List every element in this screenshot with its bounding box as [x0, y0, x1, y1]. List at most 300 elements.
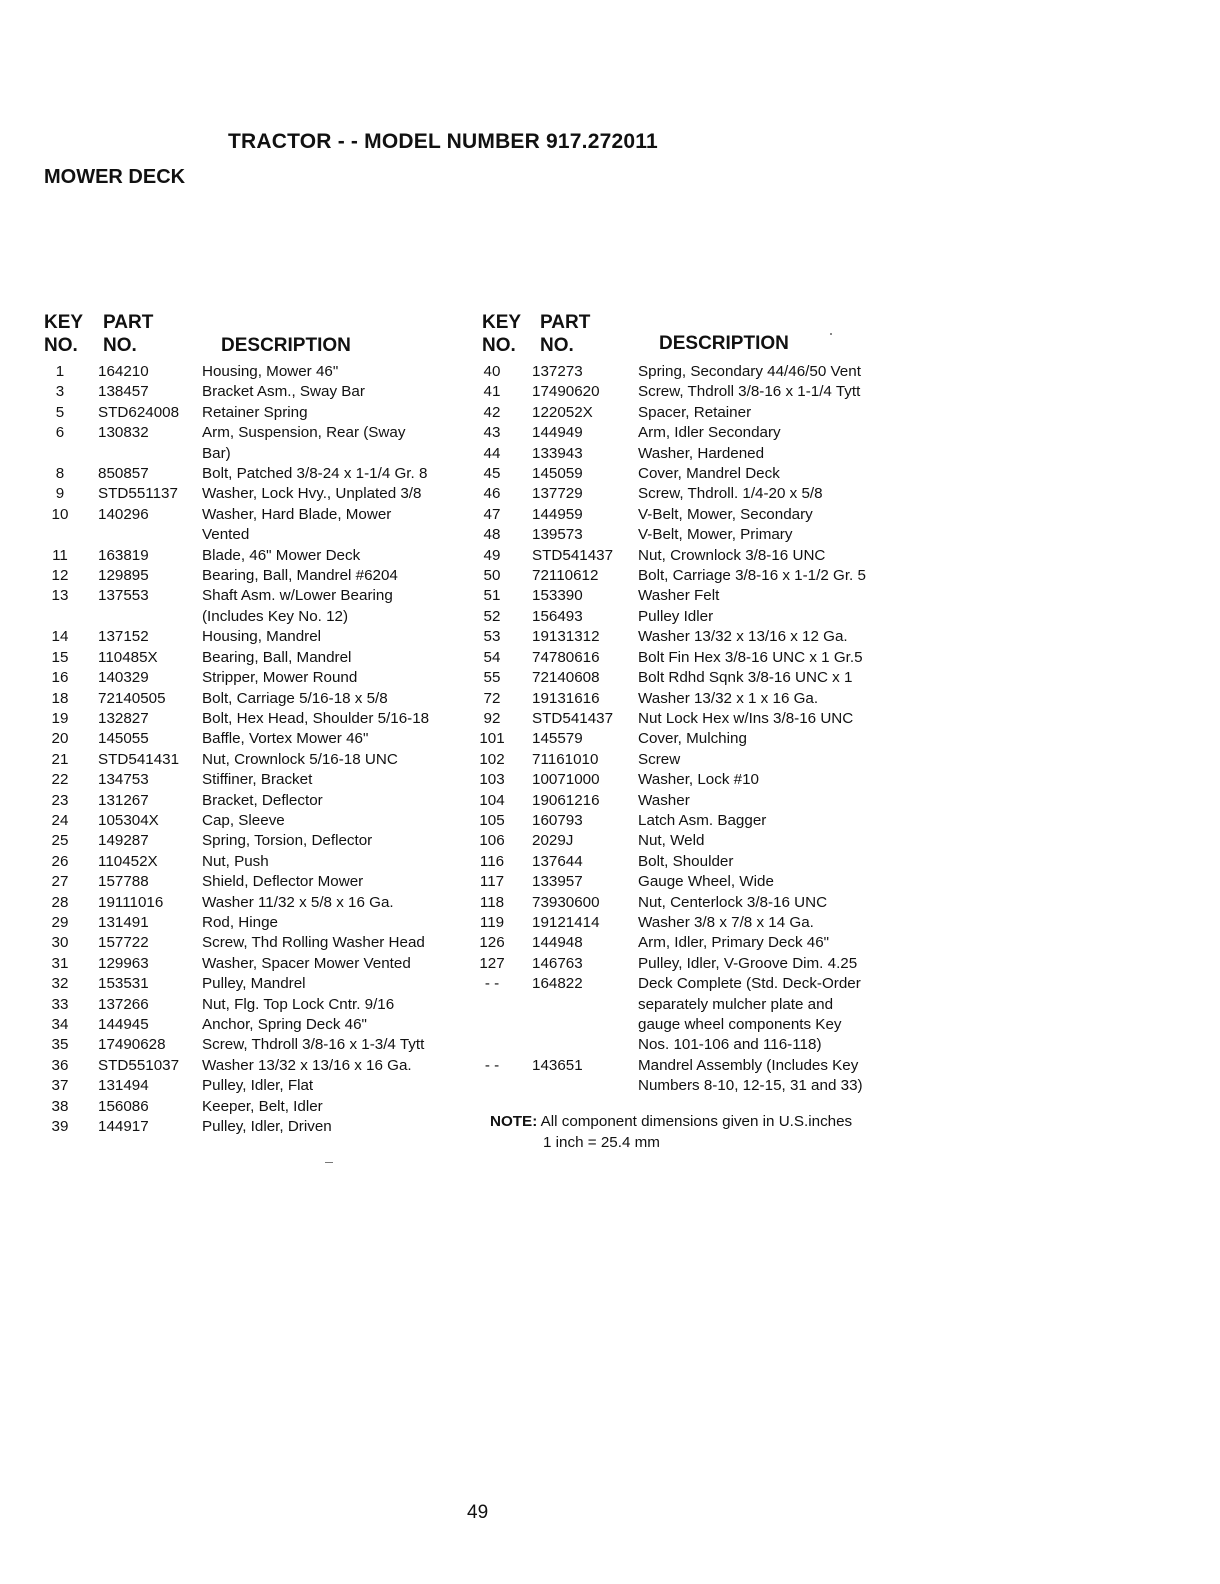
table-row — [44, 1035, 464, 1055]
key-number: 33 — [51, 995, 69, 1013]
part-description: Cover, Mulching — [638, 730, 747, 748]
key-header-top: KEY — [482, 312, 522, 333]
key-number: 20 — [51, 730, 69, 748]
table-row — [44, 1056, 464, 1076]
part-number: 137152 — [98, 628, 149, 646]
part-number: 144949 — [532, 424, 583, 442]
table-row — [44, 423, 464, 464]
part-number: STD541431 — [98, 750, 180, 768]
part-number: 17490628 — [98, 1036, 166, 1054]
table-row — [44, 566, 464, 586]
key-number: 54 — [483, 648, 501, 666]
part-number: 122052X — [532, 403, 593, 421]
key-header-bottom: NO. — [44, 335, 78, 356]
key-number: 10 — [51, 505, 69, 523]
part-number: 138457 — [98, 383, 149, 401]
table-row — [476, 709, 906, 729]
part-description: Screw, Thd Rolling Washer Head — [202, 934, 425, 952]
part-number: 131491 — [98, 913, 149, 931]
key-number: 15 — [51, 648, 69, 666]
part-number: 71161010 — [532, 750, 599, 768]
part-description: Pulley, Mandrel — [202, 975, 306, 993]
part-description: (Includes Key No. 12) — [202, 607, 349, 625]
key-number: 42 — [483, 403, 501, 421]
part-description: Bar) — [202, 444, 231, 462]
part-number: STD541437 — [532, 709, 614, 727]
part-number: 137644 — [532, 852, 583, 870]
part-number: 19061216 — [532, 791, 600, 809]
key-number: 38 — [51, 1097, 69, 1115]
part-number: 145055 — [98, 730, 149, 748]
table-row — [476, 689, 906, 709]
table-row — [44, 995, 464, 1015]
table-row — [44, 750, 464, 770]
part-number: 145059 — [532, 465, 583, 483]
table-row — [476, 831, 906, 851]
part-description: Screw, Thdroll. 1/4-20 x 5/8 — [638, 485, 823, 503]
part-description: Spring, Torsion, Deflector — [202, 832, 373, 850]
table-row — [476, 791, 906, 811]
table-row — [44, 852, 464, 872]
key-number: 50 — [483, 567, 501, 585]
part-description: Washer 3/8 x 7/8 x 14 Ga. — [638, 913, 814, 931]
part-description: Bolt, Hex Head, Shoulder 5/16-18 — [202, 709, 430, 727]
part-description: Baffle, Vortex Mower 46" — [202, 730, 369, 748]
key-number: 24 — [51, 811, 69, 829]
table-row — [44, 933, 464, 953]
table-row — [44, 505, 464, 546]
key-number: 53 — [483, 628, 501, 646]
key-number: 127 — [479, 954, 505, 972]
key-header-top: KEY — [44, 312, 84, 333]
part-description: Pulley, Idler, Flat — [202, 1077, 314, 1095]
part-number: 73930600 — [532, 893, 600, 911]
part-number: 145579 — [532, 730, 583, 748]
key-number: 22 — [51, 771, 69, 789]
part-description: Bolt, Carriage 5/16-18 x 5/8 — [202, 689, 388, 707]
table-row — [44, 484, 464, 504]
part-number: STD551037 — [98, 1056, 180, 1074]
key-number: 106 — [479, 832, 505, 850]
table-row — [44, 464, 464, 484]
part-number: 140296 — [98, 505, 149, 523]
key-number: 40 — [483, 363, 501, 380]
part-description: Washer 13/32 x 13/16 x 12 Ga. — [638, 628, 848, 646]
part-number: 133957 — [532, 873, 583, 891]
part-number: STD624008 — [98, 403, 180, 421]
page-title: TRACTOR - - MODEL NUMBER 917.272011 — [228, 130, 658, 153]
part-description: Stripper, Mower Round — [202, 669, 358, 687]
part-description: Arm, Idler, Primary Deck 46" — [638, 934, 830, 952]
part-number: 156493 — [532, 607, 583, 625]
key-number: - - — [484, 1056, 500, 1074]
part-number: 2029J — [532, 832, 574, 850]
part-number: 131494 — [98, 1077, 149, 1095]
table-row — [476, 729, 906, 749]
table-row — [476, 954, 906, 974]
table-row — [476, 525, 906, 545]
key-number: 25 — [51, 832, 69, 850]
parts-list-left — [44, 312, 464, 1137]
part-number: 137553 — [98, 587, 149, 605]
key-number: 101 — [479, 730, 505, 748]
part-description: Washer 13/32 x 13/16 x 16 Ga. — [202, 1056, 412, 1074]
key-number: 16 — [51, 669, 69, 687]
key-number: 41 — [483, 383, 501, 401]
part-description: V-Belt, Mower, Primary — [638, 526, 793, 544]
description-header: DESCRIPTION — [659, 333, 789, 354]
key-number: 44 — [483, 444, 501, 462]
part-number: 139573 — [532, 526, 583, 544]
part-description: Nut Lock Hex w/Ins 3/8-16 UNC — [638, 709, 854, 727]
stray-mark — [830, 333, 832, 335]
part-number: 133943 — [532, 444, 583, 462]
part-description: Nos. 101-106 and 116-118) — [638, 1036, 822, 1054]
part-description: Deck Complete (Std. Deck-Order — [638, 975, 861, 993]
part-number: 160793 — [532, 811, 583, 829]
part-number: STD541437 — [532, 546, 614, 564]
part-number: 149287 — [98, 832, 149, 850]
part-number: 137273 — [532, 363, 583, 380]
table-row — [44, 1015, 464, 1035]
part-description: Washer 11/32 x 5/8 x 16 Ga. — [202, 893, 394, 911]
table-row — [476, 586, 906, 606]
table-row — [44, 770, 464, 790]
table-row — [44, 729, 464, 749]
table-row — [44, 586, 464, 627]
part-description: separately mulcher plate and — [638, 995, 834, 1013]
table-row — [476, 770, 906, 790]
key-number: 27 — [51, 873, 69, 891]
table-row — [476, 974, 906, 1056]
part-number: 132827 — [98, 709, 149, 727]
part-description: Washer, Spacer Mower Vented — [202, 954, 411, 972]
part-number: 72110612 — [532, 567, 599, 585]
part-description: Pulley, Idler, Driven — [202, 1118, 332, 1136]
part-header-bottom: NO. — [103, 335, 137, 356]
part-number: 140329 — [98, 669, 149, 687]
table-row — [44, 974, 464, 994]
part-number: 131267 — [98, 791, 149, 809]
part-description: Stiffiner, Bracket — [202, 771, 313, 789]
table-row — [476, 423, 906, 443]
part-description: Retainer Spring — [202, 403, 308, 421]
table-row — [476, 464, 906, 484]
part-number: 129963 — [98, 954, 149, 972]
part-description: Washer 13/32 x 1 x 16 Ga. — [638, 689, 819, 707]
key-number: 26 — [51, 852, 69, 870]
key-number: 118 — [479, 893, 505, 911]
part-number: 105304X — [98, 811, 159, 829]
part-description: Cover, Mandrel Deck — [638, 465, 780, 483]
part-number: 129895 — [98, 567, 149, 585]
table-row — [44, 913, 464, 933]
key-number: 46 — [483, 485, 501, 503]
table-row — [476, 403, 906, 423]
table-row — [476, 668, 906, 688]
part-description: Bolt, Shoulder — [638, 852, 734, 870]
note-conversion: 1 inch = 25.4 mm — [543, 1134, 660, 1151]
page-number: 49 — [467, 1502, 489, 1523]
part-description: Nut, Centerlock 3/8-16 UNC — [638, 893, 828, 911]
part-description: Vented — [202, 526, 250, 544]
key-header-bottom: NO. — [482, 335, 516, 356]
table-row — [476, 1056, 906, 1097]
part-description: Screw — [638, 750, 681, 768]
part-header-top: PART — [540, 312, 591, 333]
part-description: Bearing, Ball, Mandrel #6204 — [202, 567, 398, 585]
table-row — [44, 382, 464, 402]
part-number: 143651 — [532, 1056, 583, 1074]
part-description: Gauge Wheel, Wide — [638, 873, 774, 891]
note-label: NOTE: — [490, 1113, 538, 1130]
table-row — [44, 954, 464, 974]
key-number: 104 — [479, 791, 505, 809]
key-number: 102 — [479, 750, 505, 768]
key-number: 3 — [55, 383, 65, 401]
part-description: Bolt Fin Hex 3/8-16 UNC x 1 Gr.5 — [638, 648, 863, 666]
key-number: 49 — [483, 546, 501, 564]
section-title: MOWER DECK — [44, 166, 186, 188]
part-description: Washer — [638, 791, 690, 809]
part-number: 153390 — [532, 587, 583, 605]
part-number: 134753 — [98, 771, 149, 789]
key-number: 18 — [51, 689, 69, 707]
part-number: 19111016 — [98, 893, 164, 911]
part-number: 144948 — [532, 934, 583, 952]
key-number: 29 — [51, 913, 69, 931]
part-description: Screw, Thdroll 3/8-16 x 1-1/4 Tytt — [638, 383, 861, 401]
key-number: 72 — [483, 689, 501, 707]
part-number: 164210 — [98, 363, 149, 380]
key-number: 119 — [479, 913, 505, 931]
part-description: Anchor, Spring Deck 46" — [202, 1016, 367, 1033]
key-number: 52 — [483, 607, 501, 625]
part-description: Nut, Push — [202, 852, 269, 870]
key-number: 9 — [55, 485, 65, 503]
key-number: 43 — [483, 424, 501, 442]
part-description: Housing, Mandrel — [202, 628, 322, 646]
table-row — [44, 546, 464, 566]
part-header-top: PART — [103, 312, 154, 333]
key-number: 28 — [51, 893, 69, 911]
table-header-right — [476, 312, 906, 362]
key-number: 39 — [51, 1118, 69, 1136]
table-row — [476, 933, 906, 953]
key-number: 14 — [51, 628, 69, 646]
key-number: - - — [484, 975, 500, 993]
part-number: 164822 — [532, 975, 583, 993]
part-description: Bolt, Patched 3/8-24 x 1-1/4 Gr. 8 — [202, 465, 428, 483]
table-row — [44, 668, 464, 688]
part-description: Blade, 46" Mower Deck — [202, 546, 361, 564]
table-row — [44, 893, 464, 913]
key-number: 55 — [483, 669, 501, 687]
key-number: 19 — [51, 709, 69, 727]
part-description: Rod, Hinge — [202, 913, 278, 931]
key-number: 6 — [55, 424, 65, 442]
part-number: 137266 — [98, 995, 149, 1013]
part-description: Pulley Idler — [638, 607, 714, 625]
key-number: 34 — [51, 1016, 69, 1033]
key-number: 23 — [51, 791, 69, 809]
part-number: 17490620 — [532, 383, 600, 401]
part-description: V-Belt, Mower, Secondary — [638, 505, 813, 523]
key-number: 35 — [51, 1036, 69, 1054]
table-row — [476, 546, 906, 566]
part-description: Spring, Secondary 44/46/50 Vent — [638, 363, 861, 380]
key-number: 45 — [483, 465, 501, 483]
key-number: 37 — [51, 1077, 69, 1095]
table-row — [476, 607, 906, 627]
table-row — [476, 811, 906, 831]
table-row — [476, 648, 906, 668]
table-row — [44, 1097, 464, 1117]
part-description: Pulley, Idler, V-Groove Dim. 4.25 — [638, 954, 858, 972]
part-description: Latch Asm. Bagger — [638, 811, 767, 829]
table-header-left — [44, 312, 464, 362]
part-description: Numbers 8-10, 12-15, 31 and 33) — [638, 1077, 863, 1095]
table-row — [476, 913, 906, 933]
table-row — [476, 750, 906, 770]
table-row — [44, 1117, 464, 1137]
part-number: 10071000 — [532, 771, 600, 789]
part-number: 19131312 — [532, 628, 600, 646]
key-number: 8 — [55, 465, 65, 483]
key-number: 116 — [479, 852, 505, 870]
part-number: 144945 — [98, 1016, 149, 1033]
part-description: Spacer, Retainer — [638, 403, 752, 421]
part-number: 163819 — [98, 546, 149, 564]
key-number: 117 — [479, 873, 505, 891]
key-number: 31 — [51, 954, 69, 972]
part-number: 157788 — [98, 873, 149, 891]
table-row — [44, 362, 464, 382]
table-row — [476, 382, 906, 402]
part-number: 72140505 — [98, 689, 166, 707]
part-number: 74780616 — [532, 648, 600, 666]
part-number: 72140608 — [532, 669, 600, 687]
parts-rows-left — [44, 362, 464, 1137]
part-number: 850857 — [98, 465, 149, 483]
part-description: Arm, Suspension, Rear (Sway — [202, 424, 406, 442]
part-description: Screw, Thdroll 3/8-16 x 1-3/4 Tytt — [202, 1036, 425, 1054]
part-description: Bracket, Deflector — [202, 791, 323, 809]
part-description: Washer, Lock Hvy., Unplated 3/8 — [202, 485, 422, 503]
table-row — [44, 689, 464, 709]
parts-list-right — [476, 312, 906, 1097]
table-row — [476, 444, 906, 464]
table-row — [44, 627, 464, 647]
table-row — [476, 362, 906, 382]
part-number: 130832 — [98, 424, 149, 442]
part-description: Bearing, Ball, Mandrel — [202, 648, 352, 666]
description-header: DESCRIPTION — [221, 335, 351, 356]
part-number: 146763 — [532, 954, 583, 972]
part-description: Shaft Asm. w/Lower Bearing — [202, 587, 393, 605]
table-row — [44, 872, 464, 892]
table-row — [476, 872, 906, 892]
table-row — [476, 505, 906, 525]
part-description: Washer, Lock #10 — [638, 771, 760, 789]
part-description: Nut, Weld — [638, 832, 705, 850]
part-header-bottom: NO. — [540, 335, 574, 356]
table-row — [476, 566, 906, 586]
part-description: Nut, Crownlock 5/16-18 UNC — [202, 750, 398, 768]
table-row — [44, 648, 464, 668]
part-description: Nut, Crownlock 3/8-16 UNC — [638, 546, 826, 564]
table-row — [44, 403, 464, 423]
part-description: Nut, Flg. Top Lock Cntr. 9/16 — [202, 995, 395, 1013]
key-number: 126 — [479, 934, 505, 952]
part-description: Keeper, Belt, Idler — [202, 1097, 323, 1115]
part-number: 153531 — [98, 975, 149, 993]
table-row — [44, 831, 464, 851]
part-number: STD551137 — [98, 485, 178, 503]
dimensions-note — [490, 1111, 852, 1153]
part-number: 144917 — [98, 1118, 149, 1136]
key-number: 11 — [52, 546, 68, 564]
part-number: 144959 — [532, 505, 583, 523]
part-number: 19131616 — [532, 689, 600, 707]
key-number: 51 — [483, 587, 501, 605]
key-number: 105 — [479, 811, 505, 829]
part-number: 110485X — [98, 648, 158, 666]
parts-rows-right — [476, 362, 906, 1097]
key-number: 47 — [483, 505, 501, 523]
table-row — [476, 893, 906, 913]
part-number: 19121414 — [532, 913, 600, 931]
part-description: Cap, Sleeve — [202, 811, 285, 829]
part-description: Shield, Deflector Mower — [202, 873, 364, 891]
stray-mark — [325, 1162, 333, 1163]
key-number: 13 — [51, 587, 69, 605]
table-row — [44, 811, 464, 831]
part-description: Washer, Hard Blade, Mower — [202, 505, 392, 523]
part-description: Bolt, Carriage 3/8-16 x 1-1/2 Gr. 5 — [638, 567, 866, 585]
key-number: 36 — [51, 1056, 69, 1074]
part-description: Washer Felt — [638, 587, 720, 605]
key-number: 48 — [483, 526, 501, 544]
table-row — [476, 484, 906, 504]
key-number: 30 — [51, 934, 69, 952]
part-description: Mandrel Assembly (Includes Key — [638, 1056, 859, 1074]
key-number: 32 — [51, 975, 69, 993]
table-row — [476, 852, 906, 872]
note-text: All component dimensions given in U.S.inches — [540, 1113, 853, 1130]
key-number: 103 — [479, 771, 505, 789]
part-number: 156086 — [98, 1097, 149, 1115]
table-row — [476, 627, 906, 647]
table-row — [44, 1076, 464, 1096]
table-row — [44, 791, 464, 811]
part-number: 110452X — [98, 852, 158, 870]
key-number: 1 — [55, 363, 65, 380]
key-number: 12 — [51, 567, 69, 585]
part-description: Arm, Idler Secondary — [638, 424, 781, 442]
part-description: Washer, Hardened — [638, 444, 765, 462]
part-number: 137729 — [532, 485, 583, 503]
key-number: 92 — [483, 709, 501, 727]
part-description: Housing, Mower 46" — [202, 363, 339, 380]
part-description: Bolt Rdhd Sqnk 3/8-16 UNC x 1 — [638, 669, 853, 687]
key-number: 5 — [55, 403, 65, 421]
part-number: 157722 — [98, 934, 149, 952]
part-description: Bracket Asm., Sway Bar — [202, 383, 365, 401]
key-number: 21 — [51, 750, 69, 768]
table-row — [44, 709, 464, 729]
part-description: gauge wheel components Key — [638, 1016, 842, 1033]
